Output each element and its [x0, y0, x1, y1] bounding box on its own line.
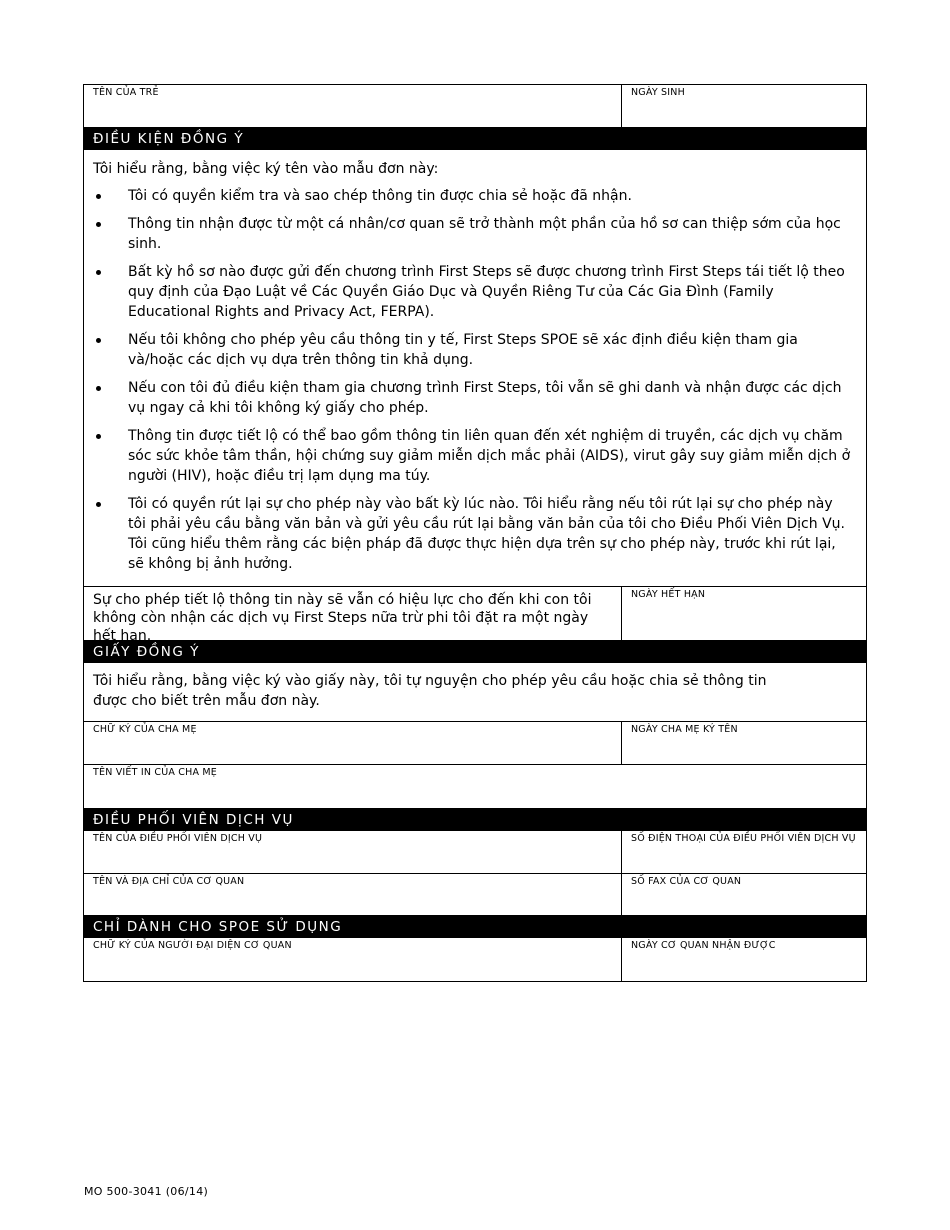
consent-form — [83, 84, 867, 982]
bullet-icon — [96, 434, 101, 439]
parent-printed-name-field[interactable] — [84, 765, 866, 808]
list-item: Tôi có quyền rút lại sự cho phép này vào bất kỳ lúc nào. Tôi hiểu rằng nếu tôi rút lại sự cho phép này tôi phải yêu cầu bằng văn bản và gửi yêu cầu rút lại bằng văn bản của tôi cho Điều Phối Viên Dịch Vụ. Tôi cũng hiểu thêm rằng các biện pháp đã được thực hiện dựa trên sự cho phép này, trước khi rút lại, sẽ không bị ảnh hưởng. — [94, 494, 854, 574]
agency-name-address-field[interactable] — [84, 874, 622, 915]
bullet-icon — [96, 222, 101, 227]
agency-fax-field[interactable] — [622, 874, 866, 915]
received-date-field[interactable] — [622, 938, 866, 981]
spoe-heading: CHỈ DÀNH CHO SPOE SỬ DỤNG — [84, 916, 866, 938]
bullet-icon — [96, 502, 101, 507]
list-item: Thông tin nhận được từ một cá nhân/cơ quan sẽ trở thành một phần của hồ sơ can thiệp sớm của học sinh. — [94, 214, 854, 254]
list-item: Tôi có quyền kiểm tra và sao chép thông tin được chia sẻ hoặc đã nhận. — [94, 186, 854, 206]
consent-terms-list — [84, 186, 866, 586]
parent-signature-field[interactable] — [84, 722, 622, 764]
dob-label: NGÀY SINH — [631, 87, 685, 98]
parent-signature-row — [84, 722, 866, 765]
bullet-icon — [96, 338, 101, 343]
bullet-icon — [96, 386, 101, 391]
child-name-field[interactable] — [84, 85, 622, 127]
parent-sign-date-field[interactable] — [622, 722, 866, 764]
list-item: Nếu con tôi đủ điều kiện tham gia chương trình First Steps, tôi vẫn sẽ ghi danh và nhận được các dịch vụ ngay cả khi tôi không ký giấy cho phép. — [94, 378, 854, 418]
form-number: MO 500-3041 (06/14) — [84, 1185, 209, 1198]
dob-field[interactable] — [622, 85, 866, 127]
coordinator-heading: ĐIỀU PHỐI VIÊN DỊCH VỤ — [84, 809, 866, 831]
validity-text: Sự cho phép tiết lộ thông tin này sẽ vẫn có hiệu lực cho đến khi con tôi không còn nhận các dịch vụ First Steps nữa trừ phi tôi đặt ra một ngày hết hạn. — [84, 587, 622, 640]
consent-text-row — [84, 663, 866, 722]
coordinator-phone-label: SỐ ĐIỆN THOẠI CỦA ĐIỀU PHỐI VIÊN DỊCH VỤ — [631, 833, 856, 844]
coordinator-name-label: TÊN CỦA ĐIỀU PHỐI VIÊN DỊCH VỤ — [93, 833, 263, 844]
list-item: Nếu tôi không cho phép yêu cầu thông tin y tế, First Steps SPOE sẽ xác định điều kiện tham gia và/hoặc các dịch vụ dựa trên thông tin khả dụng. — [94, 330, 854, 370]
parent-printed-name-label: TÊN VIẾT IN CỦA CHA MẸ — [93, 767, 217, 778]
expiration-date-label: NGÀY HẾT HẠN — [631, 589, 706, 600]
consent-terms-body — [84, 150, 866, 587]
child-name-label: TÊN CỦA TRẺ — [93, 87, 159, 98]
agency-fax-label: SỐ FAX CỦA CƠ QUAN — [631, 876, 742, 887]
coordinator-phone-field[interactable] — [622, 831, 866, 873]
rep-signature-field[interactable] — [84, 938, 622, 981]
expiration-date-field[interactable] — [622, 587, 866, 640]
list-item: Thông tin được tiết lộ có thể bao gồm thông tin liên quan đến xét nghiệm di truyền, các dịch vụ chăm sóc sức khỏe tâm thần, hội chứng suy giảm miễn dịch mắc phải (AIDS), virut gây suy giảm miễn dịch ở người (HIV), hoặc điều trị lạm dụng ma túy. — [94, 426, 854, 486]
received-date-label: NGÀY CƠ QUAN NHẬN ĐƯỢC — [631, 940, 776, 951]
bullet-icon — [96, 270, 101, 275]
bullet-icon — [96, 194, 101, 199]
validity-row — [84, 587, 866, 644]
child-info-row — [84, 85, 866, 128]
agency-row — [84, 874, 866, 916]
rep-signature-label: CHỮ KÝ CỦA NGƯỜI ĐẠI DIỆN CƠ QUAN — [93, 940, 292, 951]
coordinator-row — [84, 831, 866, 874]
list-item: Bất kỳ hồ sơ nào được gửi đến chương trình First Steps sẽ được chương trình First Steps tái tiết lộ theo quy định của Đạo Luật về Các Quyền Giáo Dục và Quyền Riêng Tư của Các Gia Đình (Family Educational Rights and Privacy Act, FERPA). — [94, 262, 854, 322]
agency-name-address-label: TÊN VÀ ĐỊA CHỈ CỦA CƠ QUAN — [93, 876, 245, 887]
consent-terms-intro: Tôi hiểu rằng, bằng việc ký tên vào mẫu đơn này: — [93, 161, 439, 177]
parent-name-row — [84, 765, 866, 809]
consent-terms-heading: ĐIỀU KIỆN ĐỒNG Ý — [84, 128, 866, 150]
parent-sign-date-label: NGÀY CHA MẸ KÝ TÊN — [631, 724, 738, 735]
parent-signature-label: CHỮ KÝ CỦA CHA MẸ — [93, 724, 197, 735]
spoe-row — [84, 938, 866, 981]
consent-heading: GIẤY ĐỒNG Ý — [84, 641, 866, 663]
consent-text: Tôi hiểu rằng, bằng việc ký vào giấy này, tôi tự nguyện cho phép yêu cầu hoặc chia sẻ thông tin được cho biết trên mẫu đơn này. — [93, 673, 767, 709]
coordinator-name-field[interactable] — [84, 831, 622, 873]
